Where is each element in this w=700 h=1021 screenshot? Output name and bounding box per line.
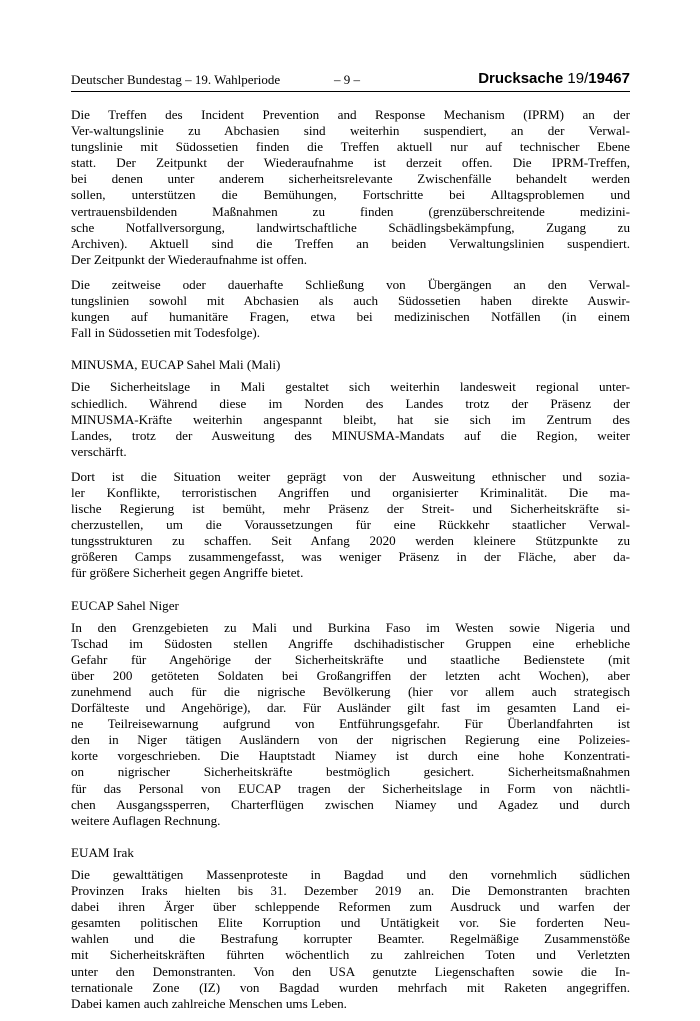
header-number-bold: 19467 — [588, 70, 630, 87]
text-line: dabei ihren Ärger über schleppende Reformen zum Ausdruck und warfen der — [71, 899, 630, 915]
text-line: bei denen unter anderem sicherheitsrelevante Zwischenfälle behandelt werden — [71, 171, 630, 187]
text-line: Die Treffen des Incident Prevention and Response Mechanism (IPRM) an der — [71, 107, 630, 122]
text-line: Archiven). Aktuell sind die Treffen an beiden Verwaltungslinien suspendiert. — [71, 235, 630, 251]
document-body — [71, 107, 630, 1021]
section-heading: EUAM Irak — [71, 844, 134, 860]
text-line: tungslinien sowohl mit Abchasien als auch Südossetien haben direkte Auswir- — [71, 293, 630, 309]
text-line: den in Niger tätigen Ausländern von der nigrischen Regierung eine Polizeies- — [71, 732, 630, 748]
section-heading: MINUSMA, EUCAP Sahel Mali (Mali) — [71, 357, 281, 373]
body-paragraph — [71, 277, 630, 341]
text-line: Dort ist die Situation weiter geprägt von der Ausweitung ethnischer und sozia- — [71, 468, 630, 484]
text-line: ternationale Zone (IZ) von Bagdad wurden mehrfach mit Raketen angegriffen. — [71, 979, 630, 995]
body-paragraph — [71, 620, 630, 829]
header-drucksache-label: Drucksache — [478, 70, 564, 87]
text-line: Die gewalttätigen Massenproteste in Bagdad und den vornehmlich südlichen — [71, 866, 630, 882]
page-header — [71, 70, 630, 92]
text-line: ne Teilreisewarnung aufgrund von Entführungsgefahr. Für Überlandfahrten ist — [71, 716, 630, 732]
header-document-number — [478, 70, 630, 87]
text-line: Der Zeitpunkt der Wiederaufnahme ist offen. — [71, 251, 308, 267]
text-line: für das Personal von EUCAP tragen der Sicherheitslage in Form von nächtli- — [71, 780, 630, 796]
text-line: sche Notfallversorgung, landwirtschaftliche Schädlingsbekämpfung, Zugang zu — [71, 219, 630, 235]
text-line: gesamten politischen Elite Korruption und Untätigkeit vor. Sie forderten Neu- — [71, 915, 630, 931]
text-line: Landes, trotz der Ausweitung des MINUSMA-Mandats auf die Region, weiter — [71, 427, 630, 443]
text-line: on nigrischer Sicherheitskräfte bestmöglich gesichert. Sicherheitsmaßnahmen — [71, 764, 630, 780]
body-paragraph — [71, 469, 630, 582]
text-line: Die Sicherheitslage in Mali gestaltet sich weiterhin landesweit regional unter- — [71, 379, 630, 395]
header-number-prefix: 19/ — [563, 70, 589, 87]
text-line: cherzustellen, um die Voraussetzungen für eine Rückkehr staatlicher Verwal- — [71, 517, 630, 533]
text-line: Dorfälteste und Angehörige), dar. Für Ausländer gilt fast im gesamten Land ei- — [71, 700, 630, 716]
text-line: MINUSMA-Kräfte weiterhin angespannt bleibt, hat sie sich im Zentrum des — [71, 411, 630, 427]
text-line: für größere Sicherheit gegen Angriffe bietet. — [71, 565, 304, 581]
text-line: ler Konflikte, terroristischen Angriffen und organisierter Kriminalität. Die ma- — [71, 484, 630, 500]
text-line: tungsstrukturen zu schaffen. Seit Anfang 2020 werden kleinere Stützpunkte zu — [71, 533, 630, 549]
text-line: Tschad im Südosten stellen Angriffe dschihadistischer Gruppen eine erhebliche — [71, 635, 630, 651]
text-line: sollen, unterstützen die Bemühungen, Fortschritte bei Alltagsproblemen und — [71, 187, 630, 203]
text-line: Dabei kamen auch zahlreiche Menschen ums Leben. — [71, 995, 347, 1011]
text-line: größeren Camps zusammengefasst, was weniger Präsenz in der Fläche, aber da- — [71, 549, 630, 565]
text-line: Provinzen Iraks hielten bis 31. Dezember 2019 an. Die Demonstranten brachten — [71, 883, 630, 899]
body-paragraph — [71, 379, 630, 459]
header-publisher: Deutscher Bundestag – 19. Wahlperiode — [71, 72, 281, 87]
section-heading: EUCAP Sahel Niger — [71, 597, 179, 613]
text-line: Die zeitweise oder dauerhafte Schließung von Übergängen an den Verwal- — [71, 276, 630, 292]
text-line: statt. Der Zeitpunkt der Wiederaufnahme ist derzeit offen. Die IPRM-Treffen, — [71, 155, 630, 171]
text-line: schiedlich. Während diese im Norden des Landes trotz der Präsenz der — [71, 395, 630, 411]
text-line: verschärft. — [71, 443, 127, 459]
text-line: Fall in Südossetien mit Todesfolge). — [71, 325, 261, 341]
text-line: korte vorgeschrieben. Die Hauptstadt Niamey ist durch eine hohe Konzentrati- — [71, 748, 630, 764]
text-line: unter den Demonstranten. Von den USA genutzte Liegenschaften sowie die In- — [71, 963, 630, 979]
text-line: Ver-waltungslinie zu Abchasien sind weiterhin suspendiert, an der Verwal- — [71, 123, 630, 139]
body-paragraph — [71, 107, 630, 268]
text-line: tungslinie mit Südossetien finden die Treffen aktuell nur auf technischer Ebene — [71, 139, 630, 155]
text-line: mit Sicherheitskräften führten wöchentlich zu zahlreichen Toten und Verletzten — [71, 947, 630, 963]
text-line: kungen auf humanitäre Fragen, etwa bei medizinischen Notfällen (in einem — [71, 309, 630, 325]
text-line: weitere Auflagen Rechnung. — [71, 812, 221, 828]
text-line: zunehmend auch für die nigrische Bevölkerung (hier vor allem auch strategisch — [71, 684, 630, 699]
header-rule — [71, 91, 630, 92]
text-line: über 200 getöteten Soldaten bei Großangriffen der letzten acht Wochen), aber — [71, 667, 630, 683]
text-line: chen Ausgangssperren, Charterflügen zwischen Niamey und Agadez und durch — [71, 796, 630, 812]
text-line: vertrauensbildenden Maßnahmen zu finden (grenzüberschreitende medizini- — [71, 203, 630, 219]
text-line: In den Grenzgebieten zu Mali und Burkina Faso im Westen sowie Nigeria und — [71, 619, 630, 635]
text-line: Gefahr für Angehörige der Sicherheitskräfte und staatliche Bedienstete (mit — [71, 651, 630, 667]
text-line: wahlen und die Bestrafung korrupter Beamter. Regelmäßige Zusammenstöße — [71, 931, 630, 947]
body-paragraph — [71, 867, 630, 1012]
text-line: lische Regierung ist bemüht, mehr Präsenz der Streit- und Sicherheitskräfte si- — [71, 501, 630, 517]
header-page-number: – 9 – — [334, 72, 360, 87]
